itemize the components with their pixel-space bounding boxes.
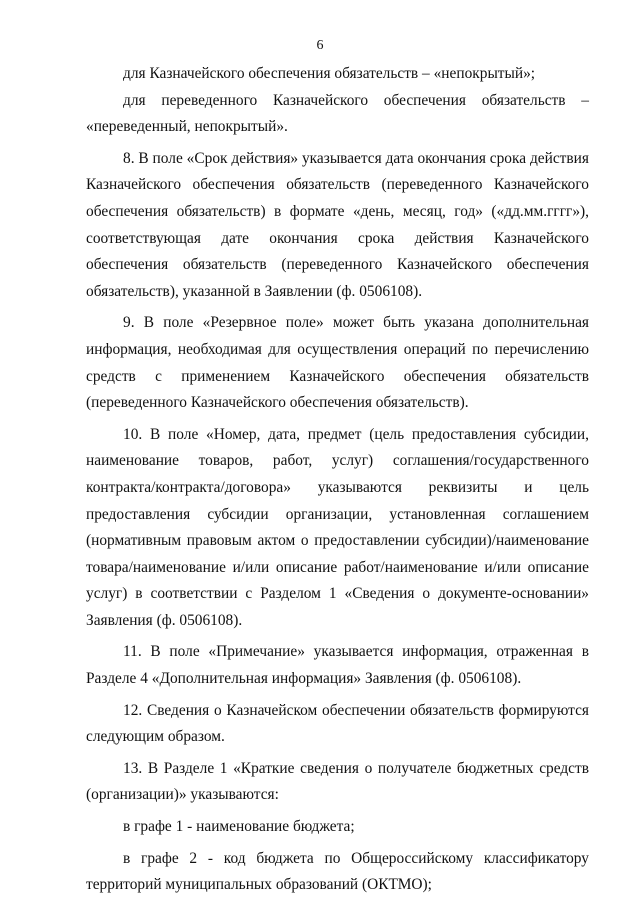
paragraph-13-section-1: 13. В Разделе 1 «Краткие сведения о получателе бюджетных средств (организации)» указываются: — [86, 759, 589, 804]
paragraph-unsecured-status: для Казначейского обеспечения обязательств – «непокрытый»; — [123, 65, 536, 82]
paragraph-9-reserve-field: 9. В поле «Резервное поле» может быть указана дополнительная информация, необходимая для осуществления операций по перечислению средств с применением Казначейского обеспечения обязательств (переведенного Казначейского обеспечения обязательств). — [86, 314, 589, 412]
paragraph-transferred-status: для переведенного Казначейского обеспечения обязательств – «переведенный, непокрытый». — [86, 91, 589, 136]
document-body — [86, 61, 589, 899]
paragraph-11-note-field: 11. В поле «Примечание» указывается информация, отраженная в Разделе 4 «Дополнительная информация» Заявления (ф. 0506108). — [86, 643, 589, 688]
paragraph-12-information-formation: 12. Сведения о Казначейском обеспечении обязательств формируются следующим образом. — [86, 701, 589, 746]
paragraph-8-validity-period: 8. В поле «Срок действия» указывается дата окончания срока действия Казначейского обеспечения обязательств (переведенного Казначейского обеспечения обязательств) в формате «день, месяц, год» («дд.мм.гггг»), соответствующая дате окончания срока действия Казначейского обеспечения обязательств (переведенного Казначейского обеспечения обязательств), указанной в Заявлении (ф. 0506108). — [86, 149, 589, 300]
paragraph-column-2: в графе 2 - код бюджета по Общероссийскому классификатору территорий муниципальных образований (ОКТМО); — [86, 849, 589, 894]
paragraph-10-agreement-details: 10. В поле «Номер, дата, предмет (цель предоставления субсидии, наименование товаров, работ, услуг) соглашения/государственного контракта/контракта/договора» указываются реквизиты и цель предоставления субсидии организации, установленная соглашением (нормативным правовым актом о предоставлении субсидии)/наименование товара/наименование и/или описание работ/наименование и/или описание услуг) в соответствии с Разделом 1 «Сведения о документе-основании» Заявления (ф. 0506108). — [86, 425, 589, 629]
page-number: 6 — [316, 38, 324, 53]
paragraph-column-1: в графе 1 - наименование бюджета; — [123, 818, 355, 836]
